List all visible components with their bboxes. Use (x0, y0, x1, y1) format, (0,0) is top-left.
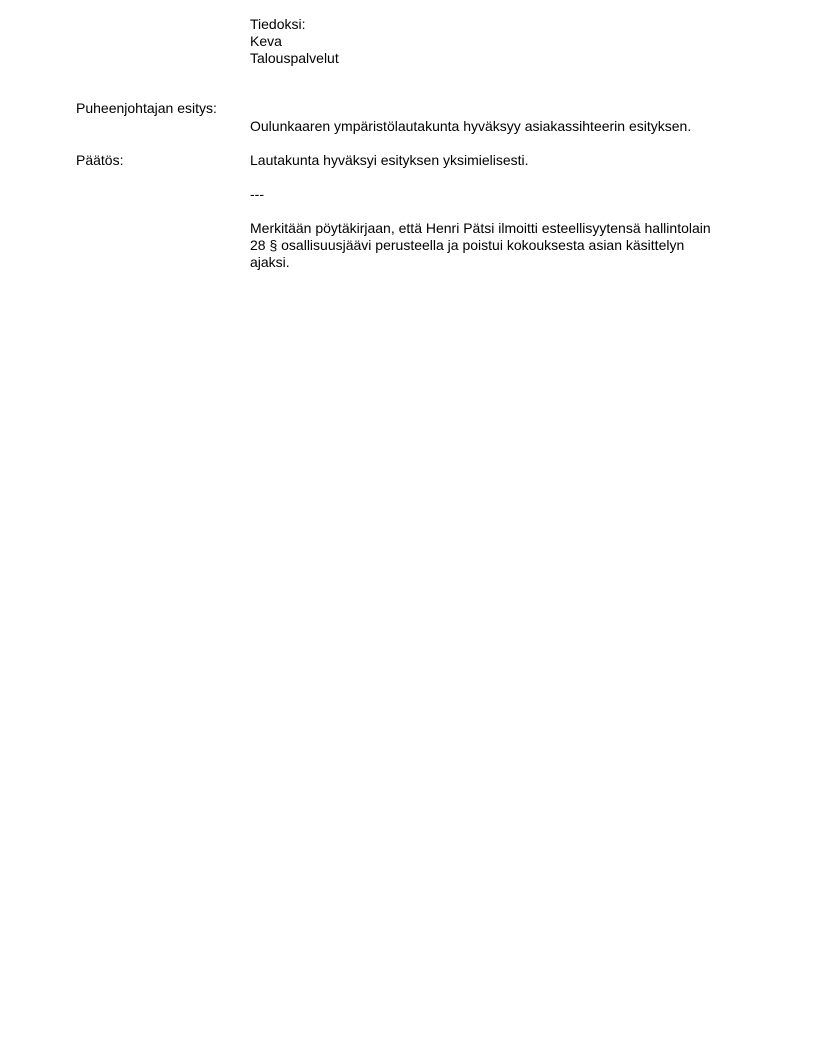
recipients-heading: Tiedoksi: (250, 16, 306, 32)
disqualification-note (250, 220, 740, 271)
chair-proposal-label: Puheenjohtajan esitys: (76, 100, 217, 116)
note-line: 28 § osallisuusjäävi perusteella ja poistui kokouksesta asian käsittelyn (250, 237, 685, 253)
recipients-block (250, 16, 740, 67)
decision-text: Lautakunta hyväksyi esityksen yksimielisesti. (250, 152, 529, 168)
decision-label: Päätös: (76, 152, 124, 168)
separator: --- (250, 186, 264, 202)
chair-proposal-text: Oulunkaaren ympäristölautakunta hyväksyy asiakassihteerin esityksen. (250, 118, 692, 134)
decision-text-block (250, 152, 740, 169)
chair-proposal-label-block (76, 100, 246, 117)
recipient-item: Talouspalvelut (250, 50, 339, 66)
decision-label-block (76, 152, 246, 169)
note-line: ajaksi. (250, 254, 290, 270)
separator-block (250, 186, 740, 203)
chair-proposal-text-block (250, 118, 740, 135)
note-line: Merkitään pöytäkirjaan, että Henri Pätsi ilmoitti esteellisyytensä hallintolain (250, 220, 711, 236)
recipient-item: Keva (250, 33, 282, 49)
